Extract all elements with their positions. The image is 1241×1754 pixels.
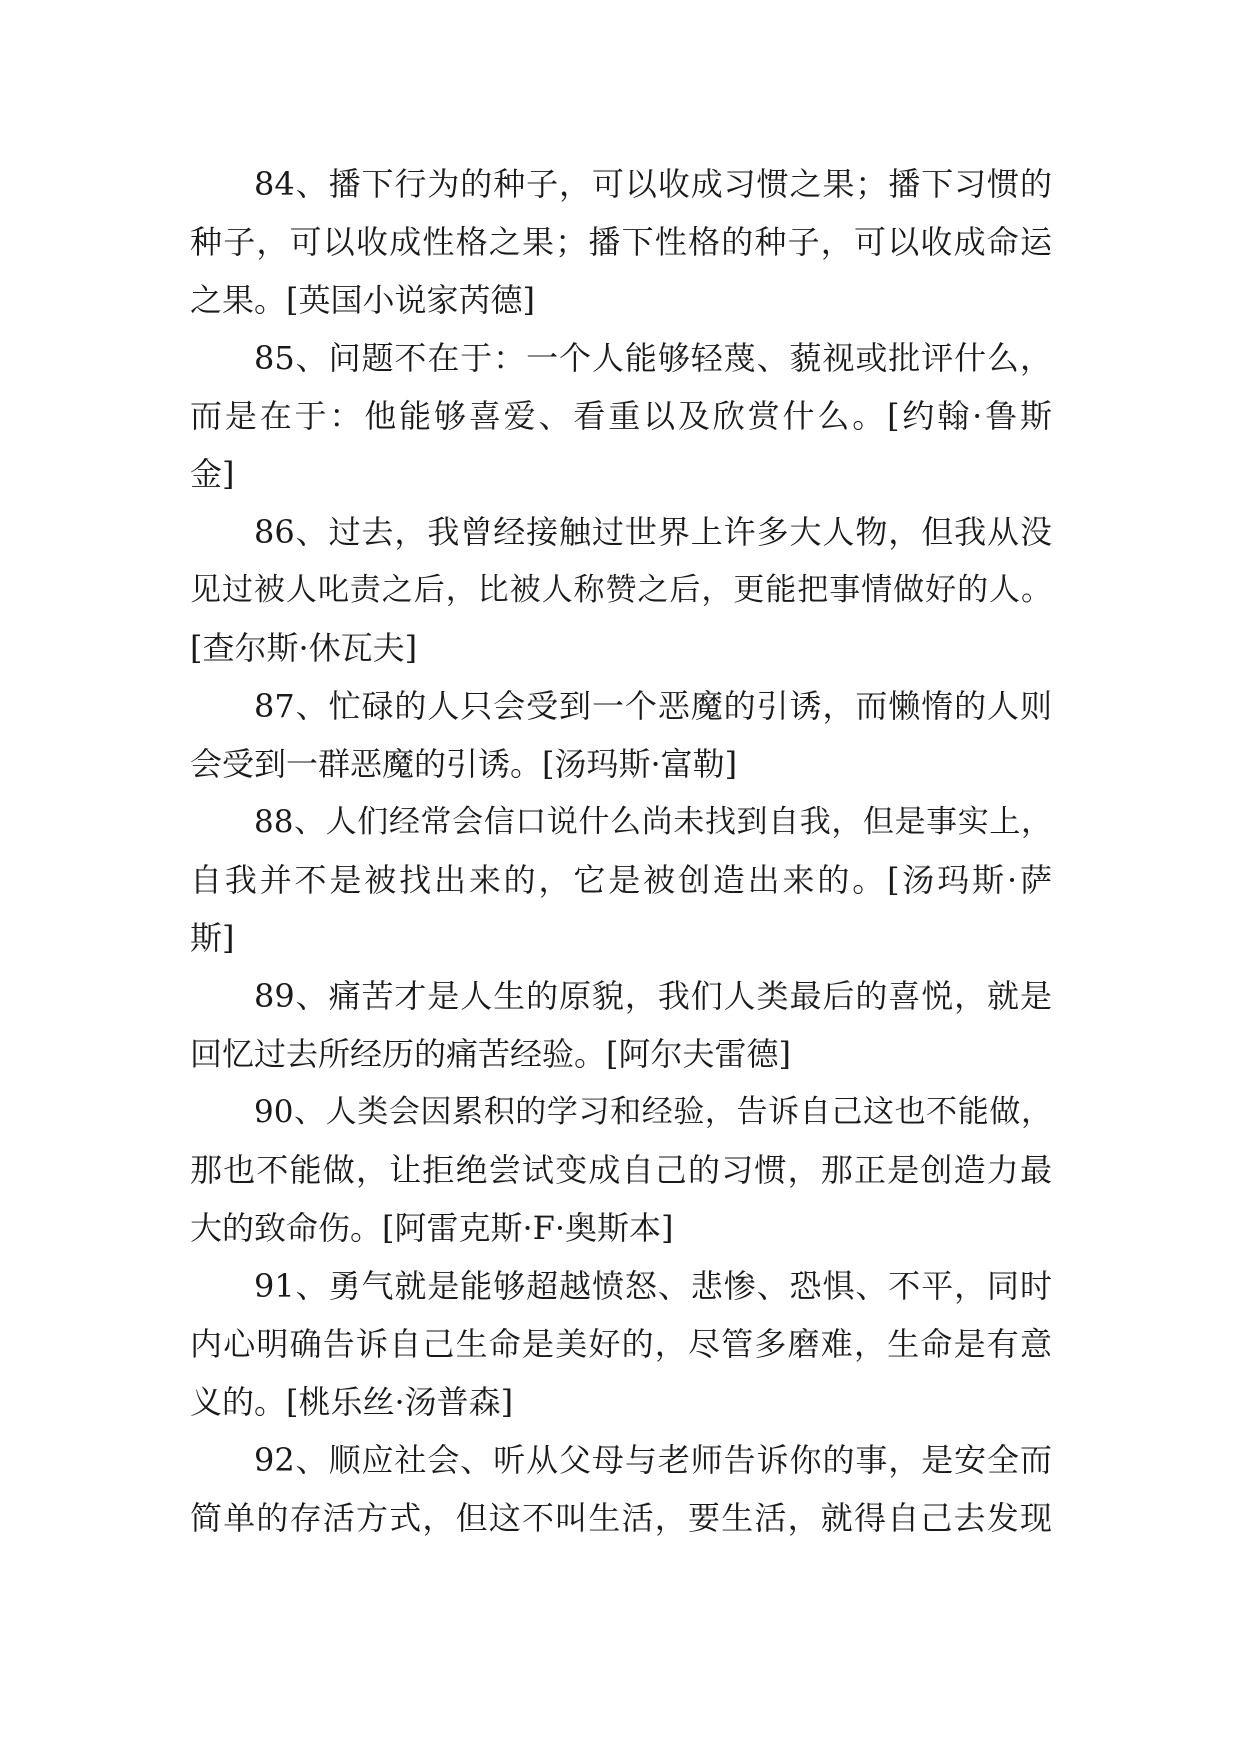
quote-87-line-1: 87、忙碌的人只会受到一个恶魔的引诱，而懒惰的人则 [254,687,1052,725]
quote-86-line-1: 86、过去，我曾经接触过世界上许多大人物，但我从没 [254,513,1052,551]
quote-91-line-1: 91、勇气就是能够超越愤怒、悲惨、恐惧、不平，同时 [254,1267,1052,1305]
quote-87-line-2: 会受到一群恶魔的引诱。[汤玛斯·富勒] [190,745,738,783]
quote-84-line-3: 之果。[英国小说家芮德] [190,281,535,319]
quote-84-line-1: 84、播下行为的种子，可以收成习惯之果；播下习惯的 [254,165,1052,203]
quote-84-line-2: 种子，可以收成性格之果；播下性格的种子，可以收成命运 [190,223,1052,261]
quote-90-line-3: 大的致命伤。[阿雷克斯·F·奥斯本] [190,1209,674,1247]
quote-92-line-2: 简单的存活方式，但这不叫生活，要生活，就得自己去发现 [190,1499,1052,1537]
quote-89-line-2: 回忆过去所经历的痛苦经验。[阿尔夫雷德] [190,1035,791,1073]
quote-86-line-2: 见过被人叱责之后，比被人称赞之后，更能把事情做好的人。 [190,572,1052,608]
quote-92-line-1: 92、顺应社会、听从父母与老师告诉你的事，是安全而 [254,1441,1052,1479]
quote-91-line-2: 内心明确告诉自己生命是美好的，尽管多磨难，生命是有意 [190,1325,1052,1363]
quote-85-line-3: 金] [190,455,235,493]
quote-90-line-1: 90、人类会因累积的学习和经验，告诉自己这也不能做， [254,1094,1052,1130]
quote-88-line-1: 88、人们经常会信口说什么尚未找到自我，但是事实上， [254,804,1052,840]
quote-85-line-2: 而是在于：他能够喜爱、看重以及欣赏什么。[约翰·鲁斯 [190,397,1052,435]
quote-88-line-2: 自我并不是被找出来的，它是被创造出来的。[汤玛斯·萨 [190,861,1052,899]
quote-90-line-2: 那也不能做，让拒绝尝试变成自己的习惯，那正是创造力最 [190,1151,1052,1189]
quote-86-line-3: [查尔斯·休瓦夫] [190,629,418,667]
quote-89-line-1: 89、痛苦才是人生的原貌，我们人类最后的喜悦，就是 [254,977,1052,1015]
quote-85-line-1: 85、问题不在于：一个人能够轻蔑、藐视或批评什么， [254,339,1052,377]
quote-88-line-3: 斯] [190,919,235,957]
quote-91-line-3: 义的。[桃乐丝·汤普森] [190,1383,514,1421]
